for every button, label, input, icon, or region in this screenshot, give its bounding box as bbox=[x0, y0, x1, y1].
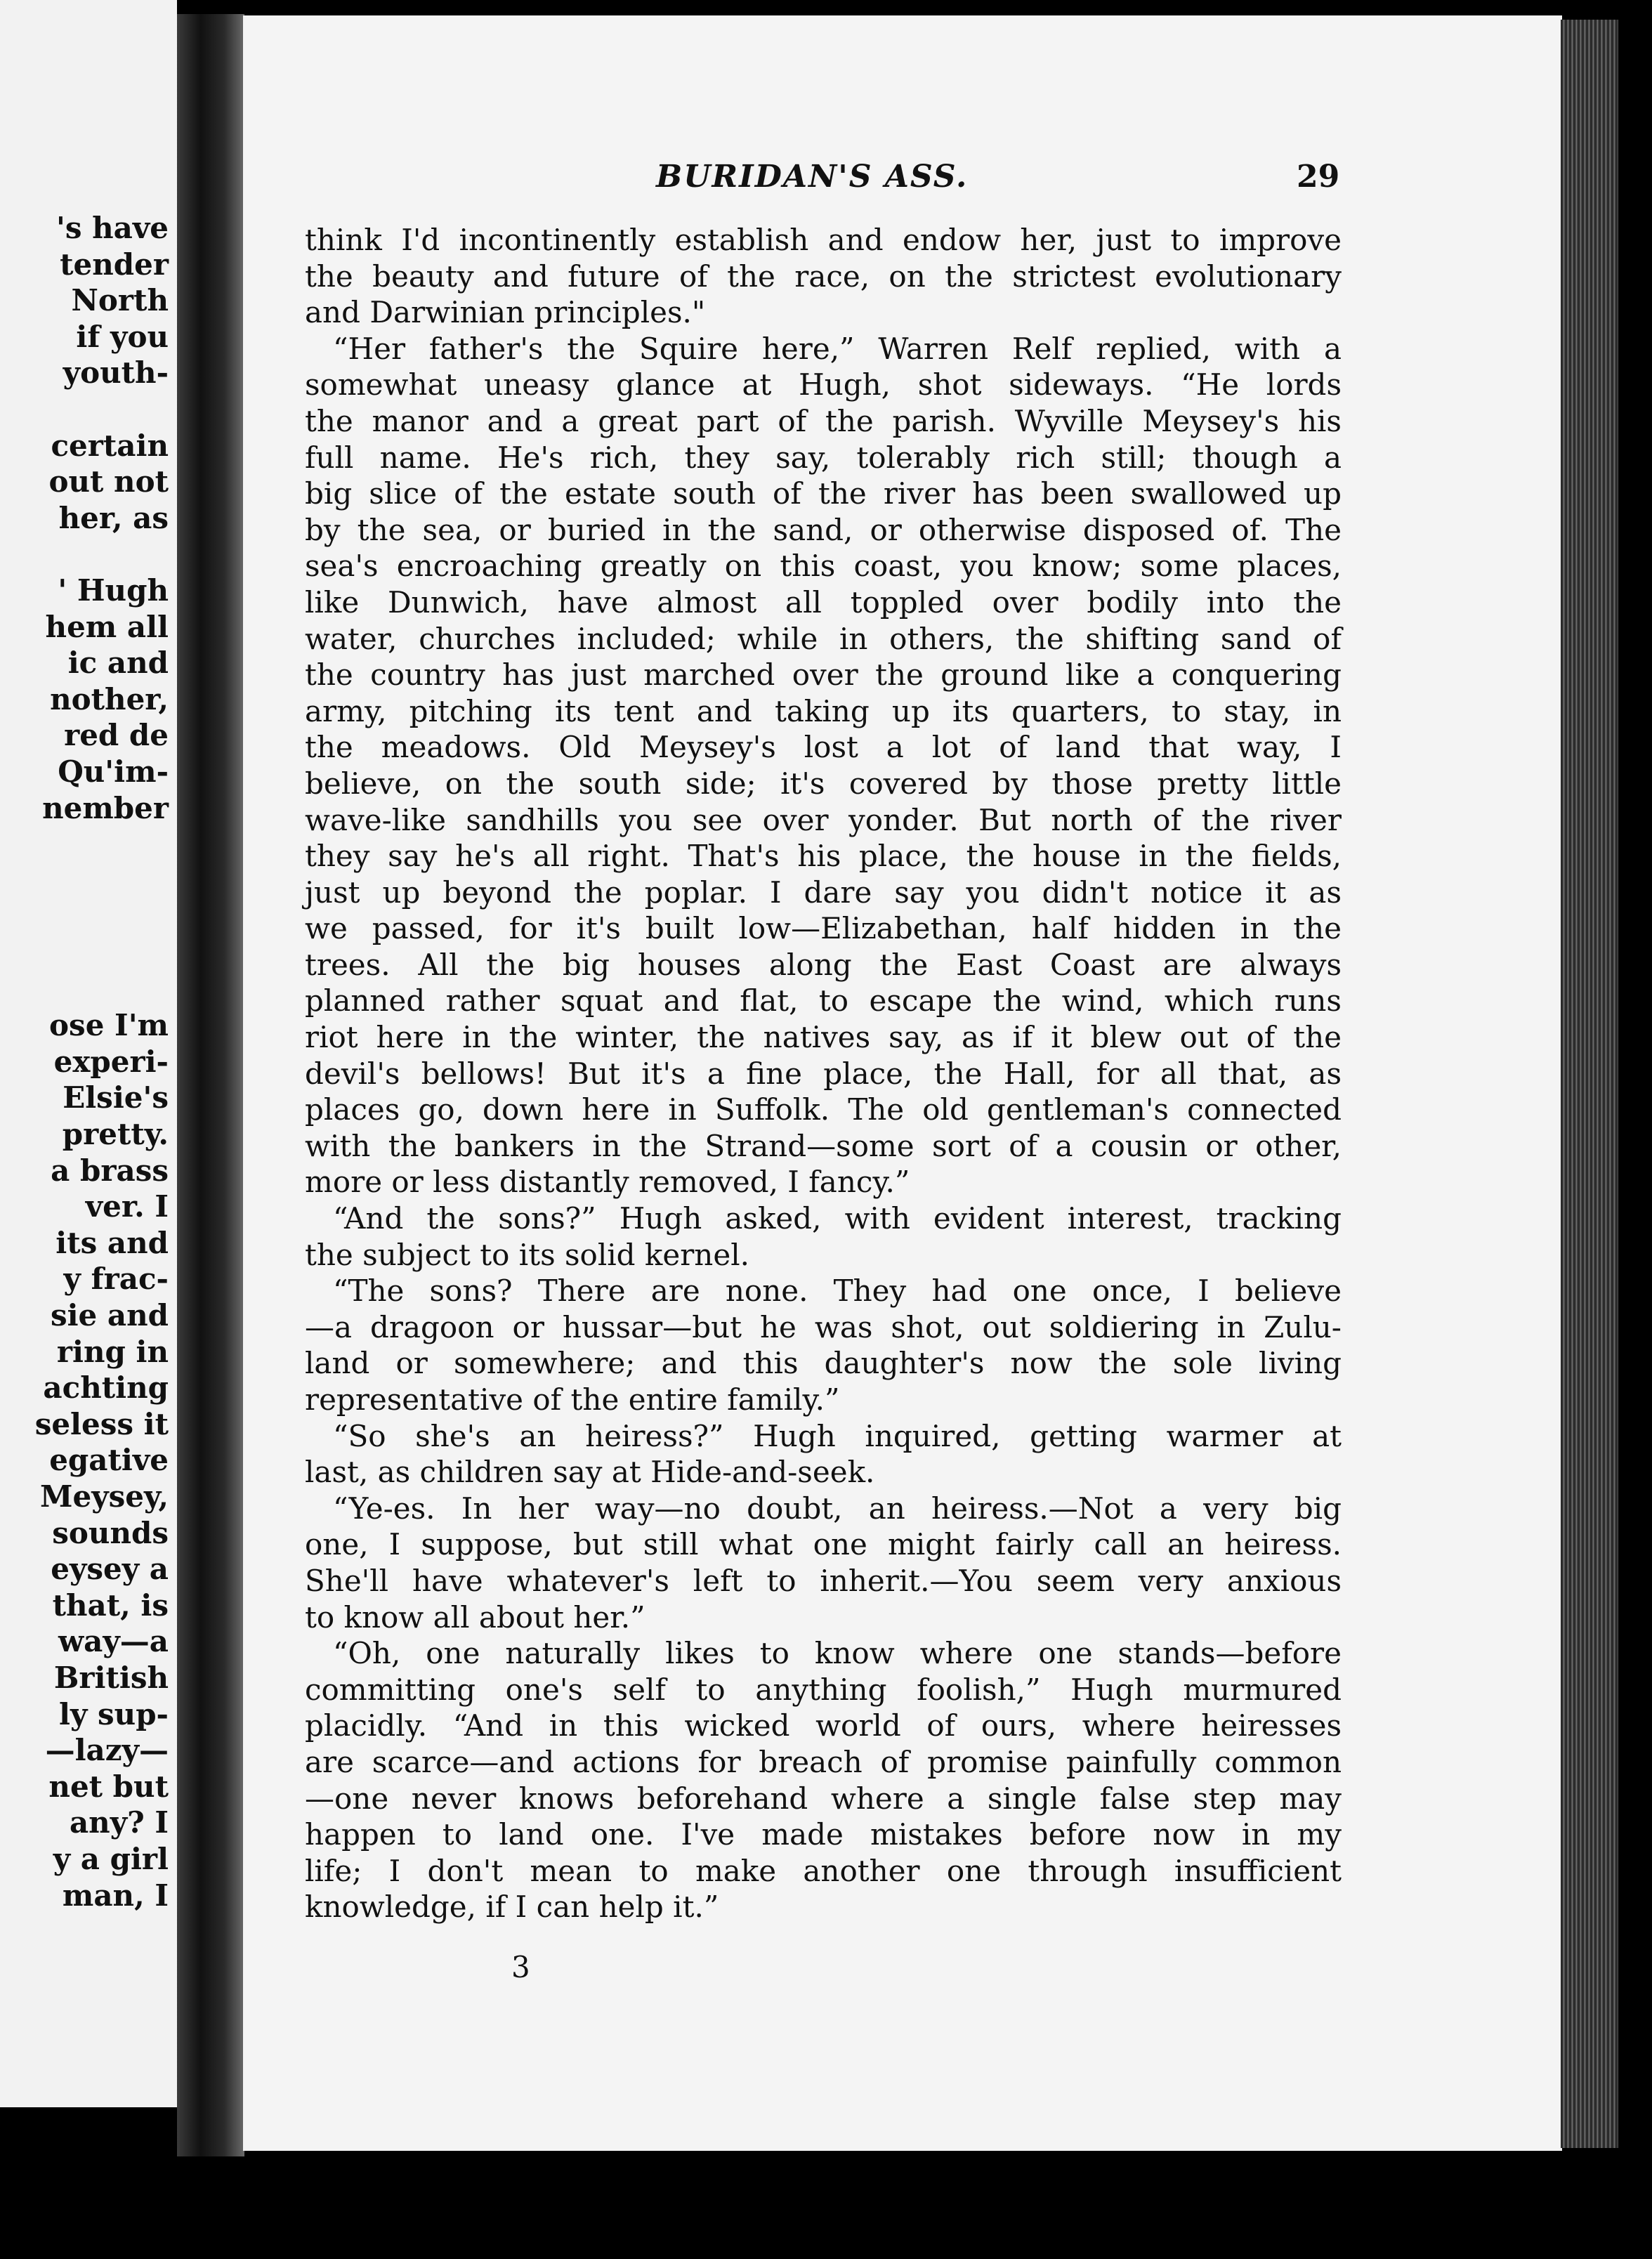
text-line: sea's encroaching greatly on this coast, you know; some places, bbox=[305, 549, 1342, 584]
text-line: the beauty and future of the race, on the strictest evolutionary bbox=[305, 258, 1342, 294]
left-page-line: that, is bbox=[52, 1587, 169, 1623]
text-line: we passed, for it's built low—Elizabethan, half hidden in the bbox=[305, 911, 1342, 946]
text-line: like Dunwich, have almost all toppled over bodily into the bbox=[305, 584, 1342, 620]
text-line: land or somewhere; and this daughter's now the sole living bbox=[305, 1346, 1342, 1381]
text-line: “Her father's the Squire here,” Warren Relf replied, with a bbox=[333, 331, 1342, 366]
text-line: the subject to its solid kernel. bbox=[305, 1237, 749, 1272]
left-page-line: man, I bbox=[62, 1878, 169, 1913]
left-page-line: a brass bbox=[51, 1153, 169, 1188]
left-page-line: Qu'im- bbox=[58, 754, 169, 789]
left-page-line: her, as bbox=[58, 500, 169, 535]
text-line: “The sons? There are none. They had one once, I believe bbox=[333, 1273, 1342, 1309]
text-line: wave-like sandhills you see over yonder. But north of the river bbox=[305, 802, 1342, 837]
text-line: “And the sons?” Hugh asked, with evident interest, tracking bbox=[333, 1201, 1342, 1236]
left-page-line: experi- bbox=[53, 1044, 169, 1079]
left-page-line: ic and bbox=[67, 646, 169, 681]
text-line: somewhat uneasy glance at Hugh, shot sideways. “He lords bbox=[305, 367, 1342, 402]
text-line: knowledge, if I can help it.” bbox=[305, 1890, 719, 1925]
text-line: She'll have whatever's left to inherit.—You seem very anxious bbox=[305, 1563, 1342, 1598]
left-page-line: nember bbox=[42, 790, 169, 825]
left-page-line: tender bbox=[60, 247, 169, 282]
text-line: “So she's an heiress?” Hugh inquired, getting warmer at bbox=[333, 1418, 1342, 1453]
text-line: full name. He's rich, they say, tolerably rich still; though a bbox=[305, 440, 1342, 475]
text-line: “Oh, one naturally likes to know where one stands—before bbox=[333, 1636, 1342, 1671]
left-page-line: ver. I bbox=[85, 1189, 169, 1224]
text-line: last, as children say at Hide-and-seek. bbox=[305, 1455, 875, 1490]
book-gutter bbox=[177, 14, 244, 2156]
text-line: just up beyond the poplar. I dare say you didn't notice it as bbox=[305, 875, 1342, 910]
left-page-line: sounds bbox=[52, 1515, 169, 1550]
left-page-line: Meysey, bbox=[40, 1479, 169, 1514]
text-line: more or less distantly removed, I fancy.” bbox=[305, 1165, 910, 1200]
page-number: 29 bbox=[1297, 159, 1340, 195]
text-line: —a dragoon or hussar—but he was shot, out soldiering in Zulu- bbox=[305, 1309, 1342, 1344]
text-line: to know all about her.” bbox=[305, 1599, 645, 1635]
left-page-line: ring in bbox=[56, 1334, 169, 1369]
left-page-line: seless it bbox=[34, 1406, 169, 1441]
left-page-line: North bbox=[71, 283, 169, 318]
text-line: army, pitching its tent and taking up its quarters, to stay, in bbox=[305, 693, 1342, 728]
left-page-line: pretty. bbox=[62, 1117, 169, 1151]
left-page-line: ose I'm bbox=[49, 1008, 169, 1043]
left-page-line: ly sup- bbox=[59, 1696, 169, 1731]
left-page-line: egative bbox=[49, 1443, 169, 1478]
text-line: with the bankers in the Strand—some sort of a cousin or other, bbox=[305, 1128, 1342, 1163]
text-line: the meadows. Old Meysey's lost a lot of land that way, I bbox=[305, 730, 1342, 765]
page-edges bbox=[1561, 20, 1618, 2148]
text-line: they say he's all right. That's his place, the house in the fields, bbox=[305, 839, 1342, 874]
text-line: believe, on the south side; it's covered by those pretty little bbox=[305, 766, 1342, 801]
left-page-line: —lazy— bbox=[45, 1733, 169, 1768]
left-page-line: way—a bbox=[58, 1624, 169, 1659]
text-line: big slice of the estate south of the river has been swallowed up bbox=[305, 476, 1342, 511]
text-line: the country has just marched over the ground like a conquering bbox=[305, 657, 1342, 693]
running-head: BURIDAN'S ASS. bbox=[656, 159, 969, 195]
text-line: devil's bellows! But it's a fine place, the Hall, for all that, as bbox=[305, 1056, 1342, 1091]
text-line: trees. All the big houses along the East Coast are always bbox=[305, 947, 1342, 982]
left-page-line: nother, bbox=[50, 681, 169, 716]
text-line: representative of the entire family.” bbox=[305, 1382, 840, 1417]
left-page-line: any? I bbox=[69, 1805, 169, 1840]
text-line: think I'd incontinently establish and endow her, just to improve bbox=[305, 223, 1342, 257]
left-page-line: out not bbox=[48, 464, 169, 499]
left-page-line: youth- bbox=[63, 355, 169, 391]
left-page-line: eysey a bbox=[51, 1552, 169, 1587]
text-line: “Ye-es. In her way—no doubt, an heiress.—Not a very big bbox=[333, 1491, 1342, 1526]
left-page-line: its and bbox=[55, 1225, 169, 1260]
text-line: places go, down here in Suffolk. The old gentleman's connected bbox=[305, 1092, 1342, 1127]
text-line: and Darwinian principles." bbox=[305, 295, 706, 330]
text-line: planned rather squat and flat, to escape the wind, which runs bbox=[305, 983, 1342, 1019]
text-line: are scarce—and actions for breach of promise painfully common bbox=[305, 1744, 1342, 1779]
left-page-line: hem all bbox=[45, 609, 169, 644]
left-page-line: certain bbox=[51, 428, 169, 463]
left-page-line: ' Hugh bbox=[58, 573, 169, 608]
left-page-line: red de bbox=[64, 718, 169, 753]
text-line: committing one's self to anything foolish,” Hugh murmured bbox=[305, 1672, 1342, 1707]
left-page-line: y frac- bbox=[63, 1262, 169, 1297]
text-line: happen to land one. I've made mistakes before now in my bbox=[305, 1817, 1342, 1852]
body-text bbox=[305, 222, 1342, 1925]
text-line: life; I don't mean to make another one through insufficient bbox=[305, 1853, 1342, 1888]
text-line: water, churches included; while in others, the shifting sand of bbox=[305, 621, 1342, 656]
left-facing-page bbox=[0, 0, 177, 2107]
left-page-line: 's have bbox=[55, 211, 169, 245]
text-line: —one never knows beforehand where a single false step may bbox=[305, 1781, 1342, 1816]
left-page-line: British bbox=[53, 1661, 169, 1695]
signature-mark: 3 bbox=[511, 1950, 530, 1984]
left-page-line: sie and bbox=[50, 1298, 169, 1333]
text-line: one, I suppose, but still what one might fairly call an heiress. bbox=[305, 1527, 1342, 1562]
text-line: the manor and a great part of the parish. Wyville Meysey's his bbox=[305, 403, 1342, 438]
left-page-line: net but bbox=[48, 1769, 169, 1804]
text-line: riot here in the winter, the natives say, as if it blew out of the bbox=[305, 1020, 1342, 1055]
text-line: by the sea, or buried in the sand, or otherwise disposed of. The bbox=[305, 512, 1342, 547]
text-line: placidly. “And in this wicked world of ours, where heiresses bbox=[305, 1708, 1342, 1743]
left-page-line: achting bbox=[43, 1370, 169, 1406]
left-page-line: Elsie's bbox=[63, 1080, 169, 1115]
left-page-line: y a girl bbox=[53, 1842, 169, 1876]
left-page-line: if you bbox=[76, 319, 169, 354]
